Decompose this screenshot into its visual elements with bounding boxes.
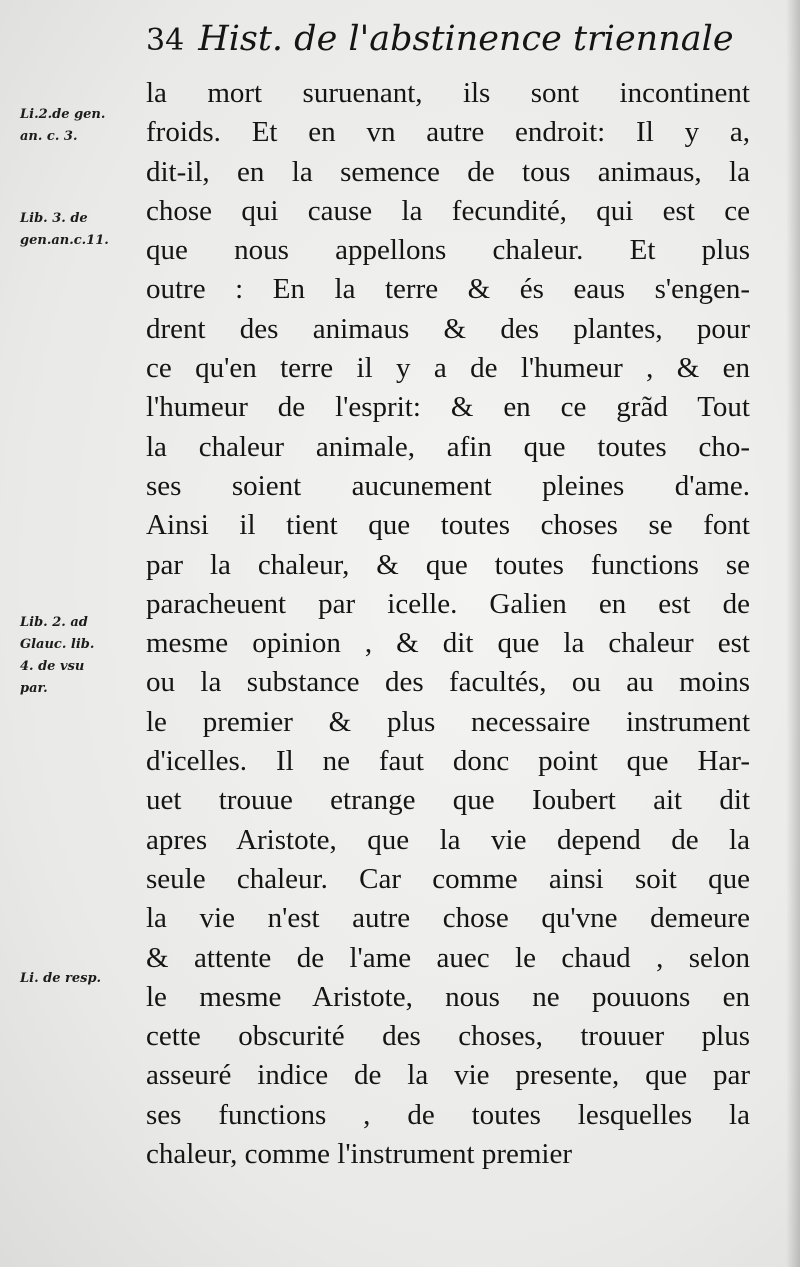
- margin-note-3: [20, 612, 140, 700]
- text-line: la vie n'est autre chose qu'vne demeure: [146, 902, 750, 935]
- text-line: par la chaleur, & que toutes functions se: [146, 548, 750, 581]
- page-edge-shadow: [786, 0, 800, 1267]
- text-line: ses soient aucunement pleines d'ame.: [146, 469, 750, 502]
- margin-note-4: [20, 968, 140, 990]
- text-line: le mesme Aristote, nous ne pouuons en: [146, 980, 750, 1013]
- text-line: Ainsi il tient que toutes choses se font: [146, 509, 750, 542]
- text-line: & attente de l'ame auec le chaud , selon: [146, 941, 750, 974]
- margin-note-line: Glauc. lib.: [20, 637, 95, 652]
- running-title: Hist. de l'abstinence triennale: [198, 19, 734, 59]
- text-line: l'humeur de l'esprit: & en ce grãd Tout: [146, 391, 750, 424]
- text-line: uet trouue etrange que Ioubert ait dit: [146, 784, 750, 817]
- margin-note-line: Li.2.de gen.: [20, 107, 106, 122]
- body-text: [146, 74, 750, 1174]
- text-line: dit-il, en la semence de tous animaus, la: [146, 155, 750, 188]
- margin-note-1: [20, 104, 140, 148]
- margin-note-line: Li. de resp.: [20, 971, 102, 986]
- text-line: la mort suruenant, ils sont incontinent: [146, 77, 750, 109]
- text-line: le premier & plus necessaire instrument: [146, 705, 750, 738]
- text-line: asseuré indice de la vie presente, que par: [146, 1059, 750, 1092]
- text-line: mesme opinion , & dit que la chaleur est: [146, 627, 750, 660]
- text-line: drent des animaus & des plantes, pour: [146, 312, 750, 345]
- margin-note-line: par.: [20, 681, 48, 696]
- text-line: ses functions , de toutes lesquelles la: [146, 1098, 750, 1131]
- text-line: chaleur, comme l'instrument premier: [146, 1138, 573, 1171]
- text-line: outre : En la terre & és eaus s'engen-: [146, 273, 750, 306]
- text-line: ce qu'en terre il y a de l'humeur , & en: [146, 352, 750, 385]
- text-line: seule chaleur. Car comme ainsi soit que: [146, 862, 750, 895]
- margin-note-line: Lib. 3. de: [20, 211, 88, 226]
- page-number: 34: [146, 23, 185, 58]
- margin-note-2: [20, 208, 140, 252]
- text-line: la chaleur animale, afin que toutes cho-: [146, 430, 750, 463]
- text-line: paracheuent par icelle. Galien en est de: [146, 587, 750, 620]
- running-header: [146, 8, 746, 70]
- margin-note-line: gen.an.c.11.: [20, 233, 109, 248]
- text-line: apres Aristote, que la vie depend de la: [146, 823, 750, 856]
- text-line: cette obscurité des choses, trouuer plus: [146, 1020, 750, 1053]
- margin-note-line: Lib. 2. ad: [20, 615, 88, 630]
- text-line: froids. Et en vn autre endroit: Il y a,: [146, 116, 750, 149]
- margin-note-line: 4. de vsu: [20, 659, 85, 674]
- margin-note-line: an. c. 3.: [20, 129, 78, 144]
- text-line: que nous appellons chaleur. Et plus: [146, 234, 750, 267]
- text-line: ou la substance des facultés, ou au moins: [146, 666, 750, 699]
- text-line: chose qui cause la fecundité, qui est ce: [146, 194, 750, 227]
- text-line: d'icelles. Il ne faut donc point que Har-: [146, 745, 750, 778]
